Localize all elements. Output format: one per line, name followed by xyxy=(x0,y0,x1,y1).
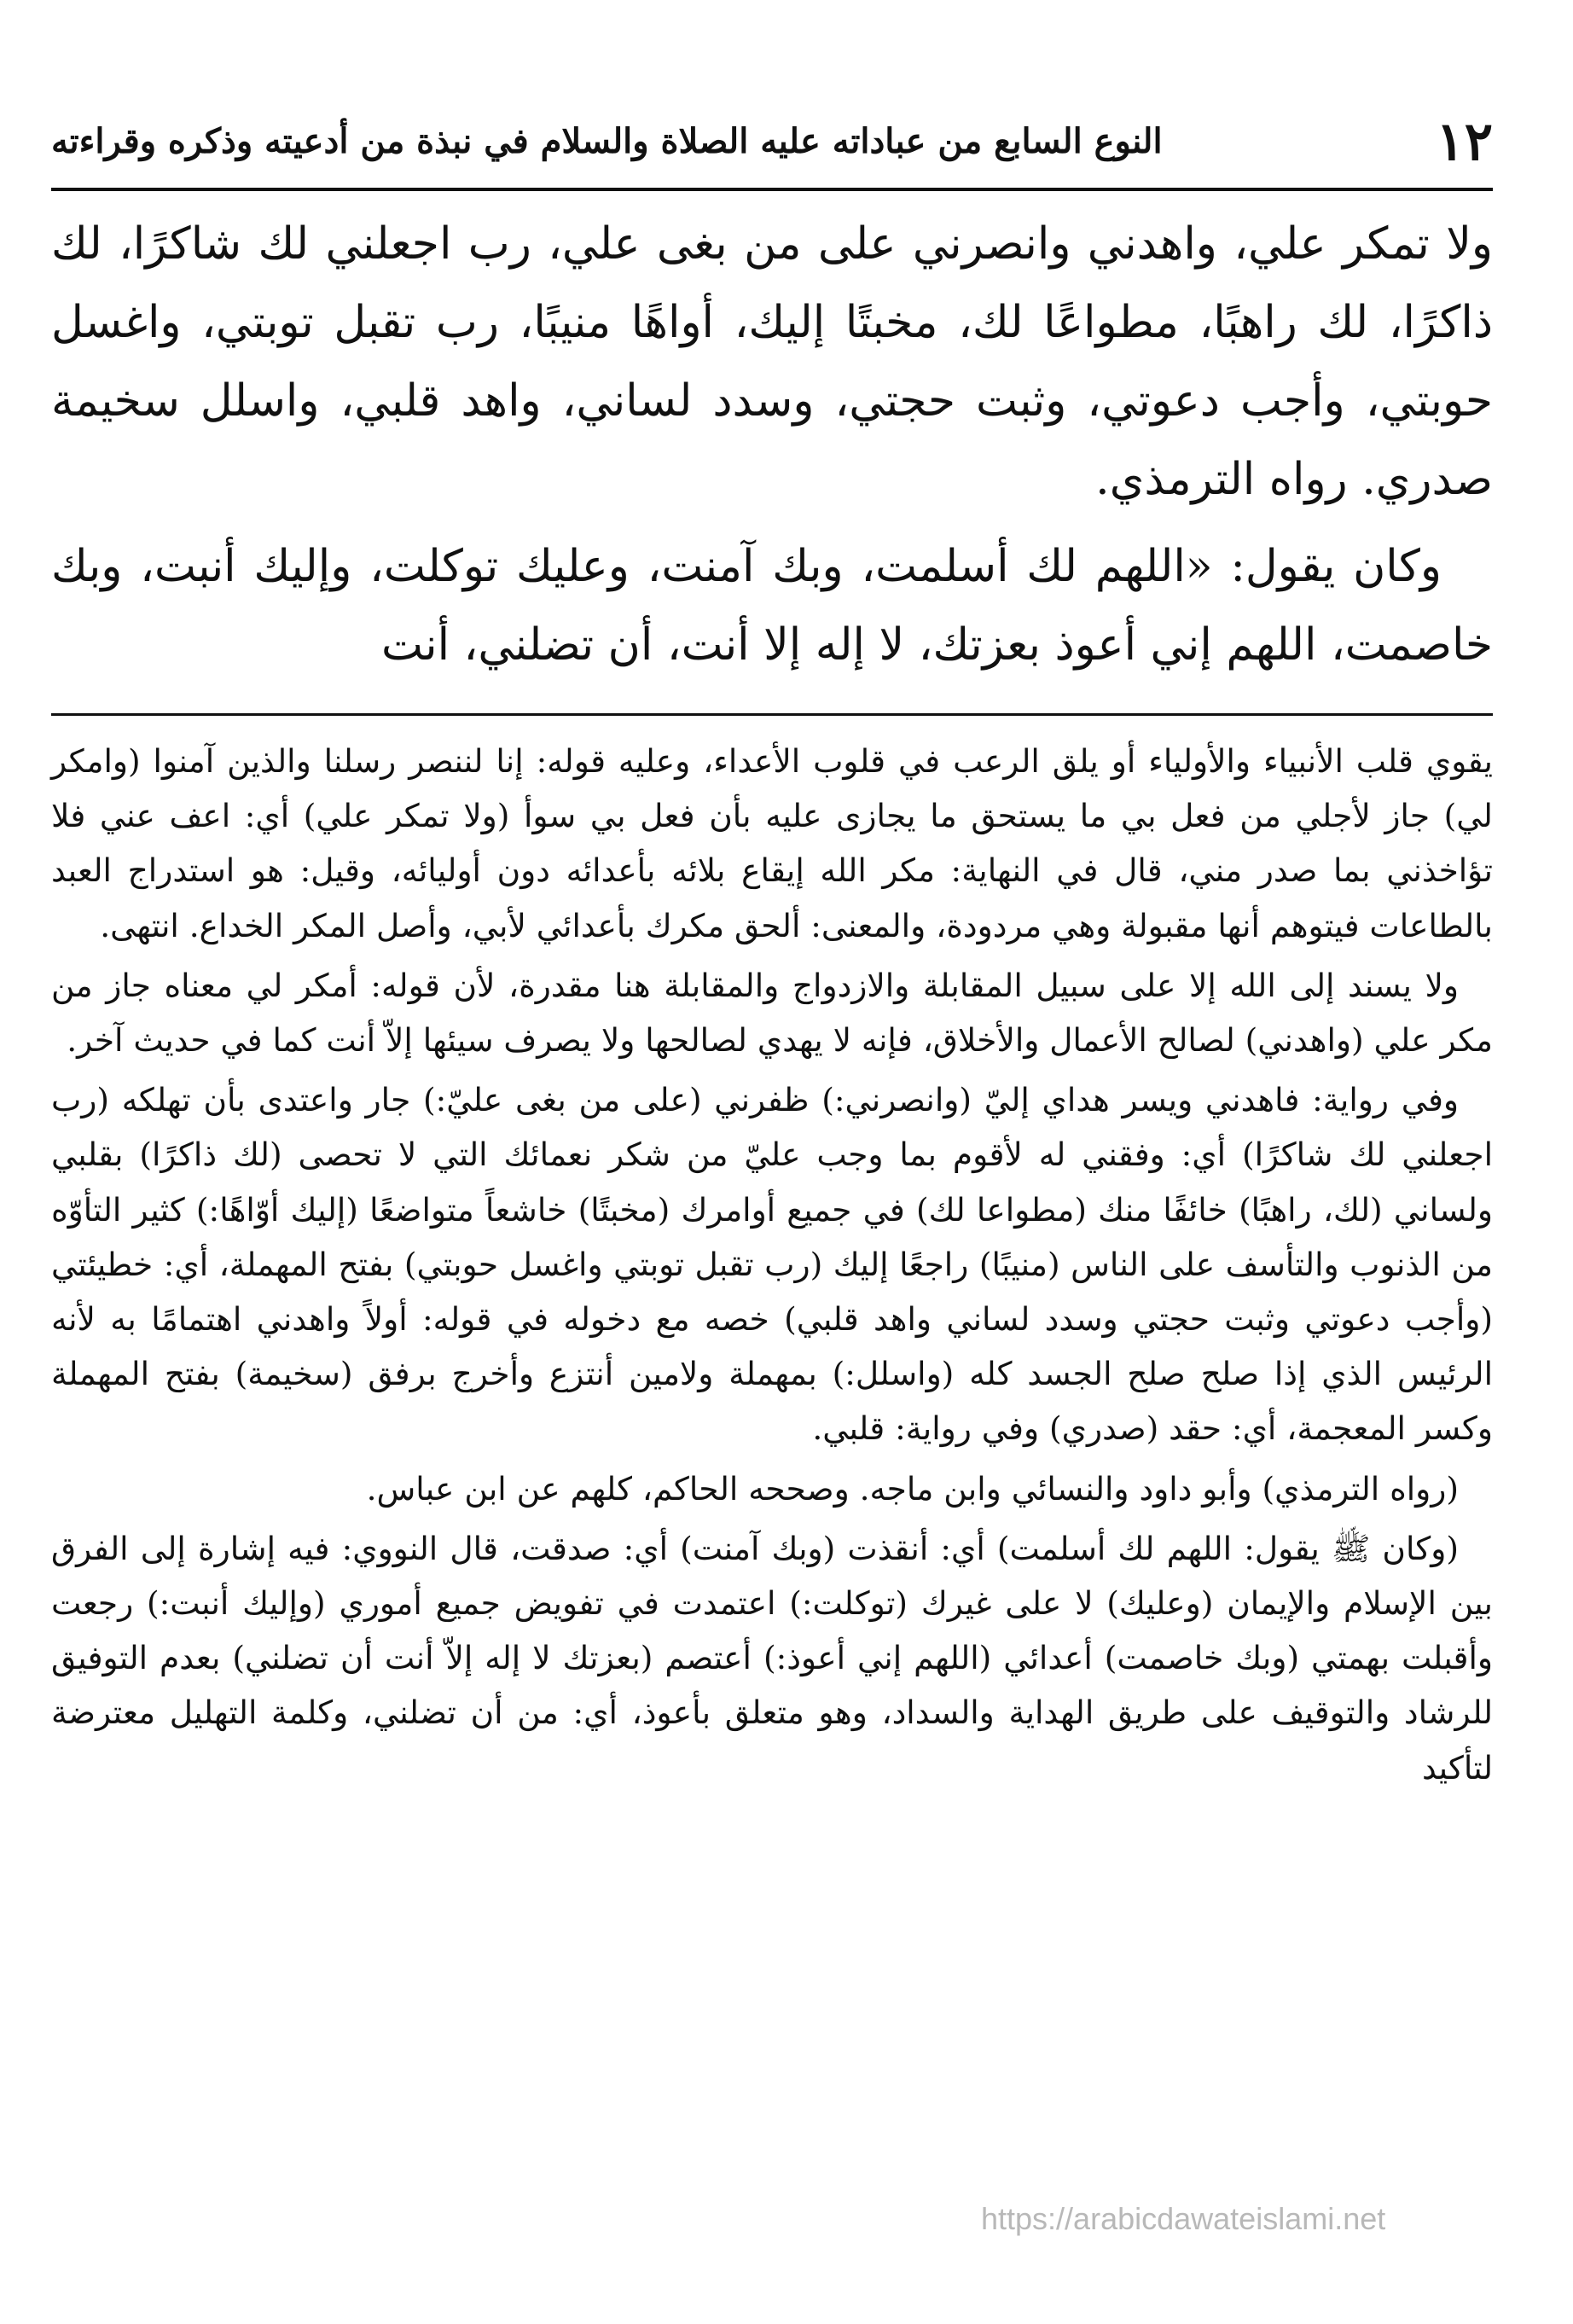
commentary-paragraph-5: (وكان ﷺ يقول: اللهم لك أسلمت) أي: أنقذت (وبك آمنت) أي: صدقت، قال النووي: فيه إشارة إلى الفرق بين الإسلام والإيمان (وعليك) لا على غيرك (توكلت:) اعتمدت في تفويض جميع أموري (وإليك أنبت:) رجعت وأقبلت بهمتي (وبك خاصمت) أعدائي (اللهم إني أعوذ:) أعتصم (بعزتك لا إله إلاّ أنت أن تضلني) بعدم التوفيق للرشاد والتوقيف على طريق الهداية والسداد، وهو متعلق بأعوذ، أي: من أن تضلني، وكلمة التهليل معترضة لتأكيد xyxy=(51,1529,1493,1787)
watermark-url: https://arabicdawateislami.net xyxy=(981,2201,1386,2236)
running-title: النوع السابع من عباداته عليه الصلاة والسلام في نبذة من أدعيته وذكره وقراءته xyxy=(51,120,1163,161)
footnote-separator xyxy=(51,713,1493,716)
main-paragraph-2: وكان يقول: «اللهم لك أسلمت، وبك آمنت، وعليك توكلت، وإليك أنبت، وبك خاصمت، اللهم إني أعوذ بعزتك، لا إله إلا أنت، أن تضلني، أنت xyxy=(51,541,1493,671)
page-header xyxy=(51,102,1493,179)
commentary-paragraph-4: (رواه الترمذي) وأبو داود والنسائي وابن ماجه. وصححه الحاكم، كلهم عن ابن عباس. xyxy=(366,1469,1459,1508)
commentary-paragraph-3: وفي رواية: فاهدني ويسر هداي إليّ (وانصرني:) ظفرني (على من بغى عليّ:) جار واعتدى بأن تهلكه (رب اجعلني لك شاكرًا) أي: وفقني له لأقوم بما وجب عليّ من شكر نعمائك التي لا تحصى (لك ذاكرًا) بقلبي ولساني (لك، راهبًا) خائفًا منك (مطواعا لك) في جميع أوامرك (مخبتًا) خاشعاً متواضعًا (إليك أوّاهًا:) كثير التأوّه من الذنوب والتأسف على الناس (منيبًا) راجعًا إليك (رب تقبل توبتي واغسل حوبتي) بفتح المهملة، أي: خطيئتي (وأجب دعوتي وثبت حجتي وسدد لساني واهد قلبي) خصه مع دخوله في قوله: أولاً واهدني اهتمامًا به لأنه الرئيس الذي إذا صلح صلح الجسد كله (واسلل:) بمهملة ولامين أنتزع وأخرج برفق (سخيمة) بفتح المهملة وكسر المعجمة، أي: حقد (صدري) وفي رواية: قلبي. xyxy=(51,1081,1493,1448)
commentary-paragraph-1: يقوي قلب الأنبياء والأولياء أو يلق الرعب في قلوب الأعداء، وعليه قوله: إنا لننصر رسلنا والذين آمنوا (وامكر لي) جاز لأجلي من فعل بي ما يستحق ما يجازى عليه بأن فعل بي سوأ (ولا تمكر علي) أي: اعف عني فلا تؤاخذني بما صدر مني، قال في النهاية: مكر الله إيقاع بلائه بأعدائه دون أوليائه، وقيل: هو استدراج العبد بالطاعات فيتوهم أنها مقبولة وهي مردودة، والمعنى: ألحق مكرك بأعدائي لأبي، وأصل المكر الخداع. انتهى. xyxy=(51,742,1493,944)
main-text xyxy=(51,205,1493,684)
commentary-paragraph-2: ولا يسند إلى الله إلا على سبيل المقابلة والازدواج والمقابلة هنا مقدرة، لأن قوله: أمكر لي معناه جاز من مكر علي (واهدني) لصالح الأعمال والأخلاق، فإنه لا يهدي لصالحها ولا يصرف سيئها إلاّ أنت كما في حديث آخر. xyxy=(51,966,1493,1060)
main-paragraph-1: ولا تمكر علي، واهدني وانصرني على من بغى علي، رب اجعلني لك شاكرًا، لك ذاكرًا، لك راهبًا، مطواعًا لك، مخبتًا إليك، أواهًا منيبًا، رب تقبل توبتي، واغسل حوبتي، وأجب دعوتي، وثبت حجتي، وسدد لساني، واهد قلبي، واسلل سخيمة صدري. رواه الترمذي. xyxy=(51,218,1493,505)
commentary xyxy=(51,734,1493,1795)
header-rule xyxy=(51,188,1493,191)
page-number: ١٢ xyxy=(1436,109,1493,172)
